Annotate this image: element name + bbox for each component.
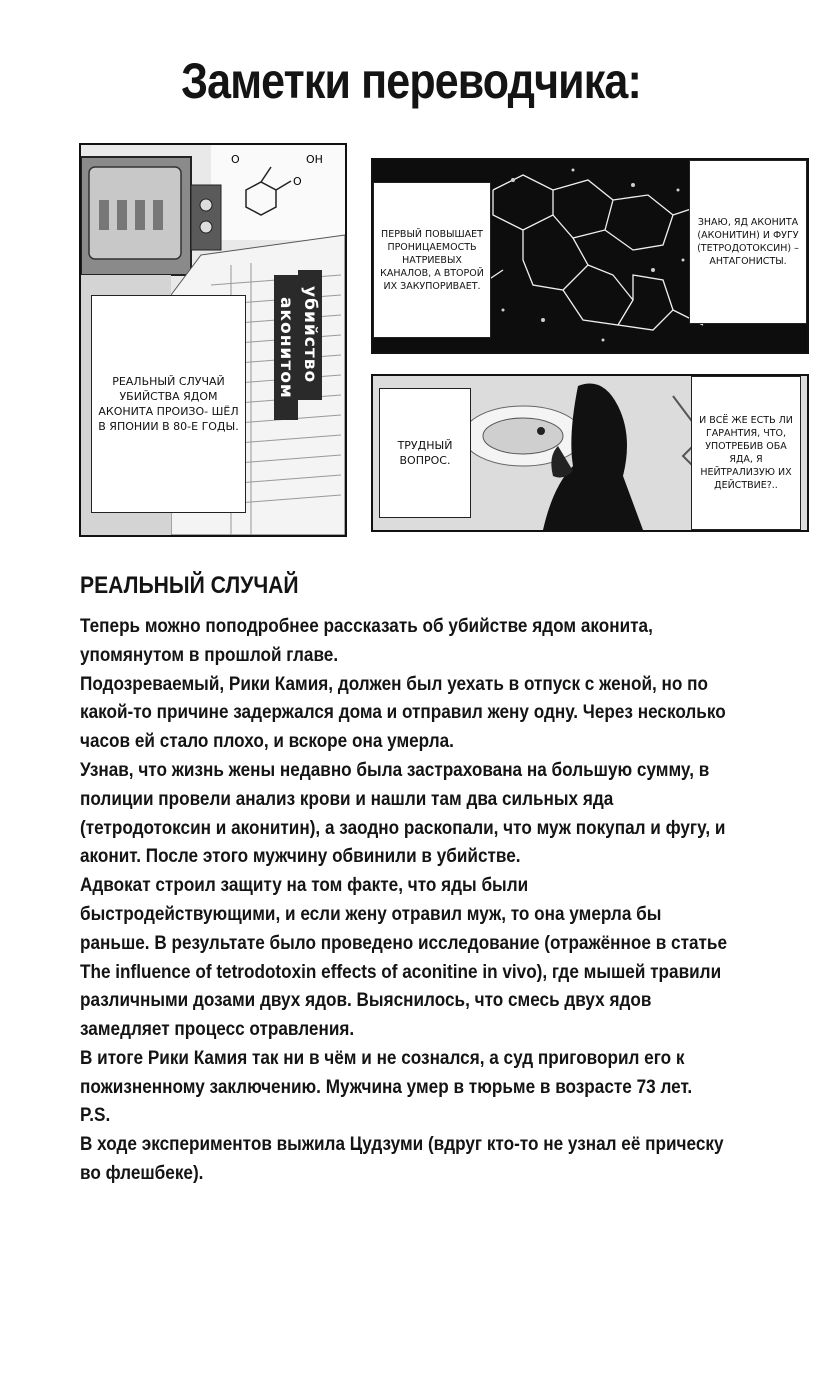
- speech-bubble-left-panel: РЕАЛЬНЫЙ СЛУЧАЙ УБИЙСТВА ЯДОМ АКОНИТА ПРОИЗО- ШЁЛ В ЯПОНИИ В 80-Е ГОДЫ.: [91, 295, 246, 513]
- svg-text:O: O: [293, 175, 302, 188]
- article-body: [80, 612, 731, 1102]
- manga-panel-top-right: [371, 158, 809, 354]
- manga-panel-bottom-right: [371, 374, 809, 532]
- speech-bubble-difficult-question: ТРУДНЫЙ ВОПРОС.: [379, 388, 471, 518]
- svg-text:O: O: [231, 153, 240, 166]
- article-paragraph: Теперь можно поподробнее рассказать об убийстве ядом аконита, упомянутом в прошлой главе.: [80, 615, 653, 666]
- banner-murder: убийство: [298, 270, 322, 400]
- banner-aconite: аконитом: [274, 275, 298, 420]
- article-paragraph: В итоге Рики Камия так ни в чём и не сознался, а суд приговорил его к пожизненному заключению. Мужчина умер в тюрьме в возрасте 73 лет.: [80, 1046, 693, 1098]
- speech-bubble-guarantee: И ВСЁ ЖЕ ЕСТЬ ЛИ ГАРАНТИЯ, ЧТО, УПОТРЕБИВ ОБА ЯДА, Я НЕЙТРАЛИЗУЮ ИХ ДЕЙСТВИЕ?..: [691, 376, 801, 530]
- svg-text:OH: OH: [306, 153, 323, 166]
- article-paragraph: Адвокат строил защиту на том факте, что яды были быстродействующими, и если жену отравил муж, то она умерла бы раньше. В результате было проведено исследование (отражённое в статье The influence of tetrodotoxin effects of aconitine in vivo), где мышей травили различными дозами двух ядов. Выяснилось, что смесь двух ядов замедляет процесс отравления.: [80, 874, 728, 1041]
- postscript: [80, 1101, 749, 1188]
- manga-panel-left: [79, 143, 347, 537]
- postscript-text: В ходе экспериментов выжила Цудзуми (вдруг кто-то не узнал её прическу во флешбеке).: [80, 1133, 724, 1184]
- postscript-label: P.S.: [80, 1104, 111, 1126]
- page-title: Заметки переводчика:: [181, 53, 641, 109]
- section-heading: РЕАЛЬНЫЙ СЛУЧАЙ: [80, 572, 299, 599]
- speech-bubble-sodium-channels: ПЕРВЫЙ ПОВЫШАЕТ ПРОНИЦАЕМОСТЬ НАТРИЕВЫХ КАНАЛОВ, А ВТОРОЙ ИХ ЗАКУПОРИВАЕТ.: [373, 182, 491, 338]
- article-paragraph: Узнав, что жизнь жены недавно была застрахована на большую сумму, в полиции провели анализ крови и нашли там два сильных яда (тетродотоксин и аконитин), а заодно раскопали, что муж покупал и фугу, и аконит. После этого мужчину обвинили в убийстве.: [80, 758, 726, 868]
- speech-bubble-antagonists: ЗНАЮ, ЯД АКОНИТА (АКОНИТИН) И ФУГУ (ТЕТРОДОТОКСИН) – АНТАГОНИСТЫ.: [689, 160, 807, 324]
- article-paragraph: Подозреваемый, Рики Камия, должен был уехать в отпуск с женой, но по какой-то причине задержался дома и отправил жену одну. Через несколько часов ей стало плохо, и вскоре она умерла.: [80, 672, 726, 753]
